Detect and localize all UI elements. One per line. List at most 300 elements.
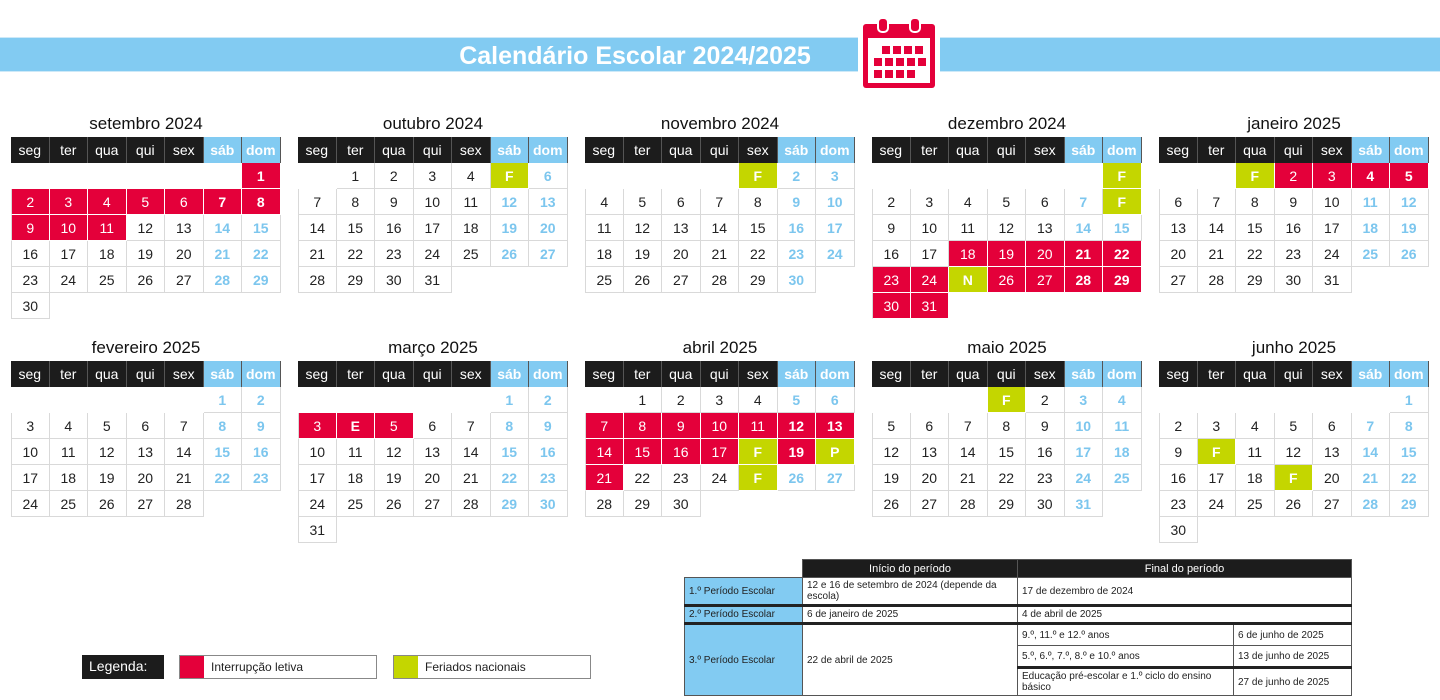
weekday-header: dom bbox=[1390, 137, 1429, 163]
day-cell: 27 bbox=[127, 491, 166, 517]
day-cell: 22 bbox=[242, 241, 281, 267]
month-calendar bbox=[585, 114, 855, 293]
day-cell: 23 bbox=[778, 241, 817, 267]
day-cell: 17 bbox=[911, 241, 950, 267]
weekday-header: qua bbox=[1236, 137, 1275, 163]
day-cell: N bbox=[949, 267, 988, 293]
day-cell: 11 bbox=[949, 215, 988, 241]
day-cell: 13 bbox=[1313, 439, 1352, 465]
day-cell: 15 bbox=[988, 439, 1027, 465]
empty-cell bbox=[1236, 387, 1275, 413]
day-cell: 15 bbox=[491, 439, 530, 465]
day-cell: 11 bbox=[1103, 413, 1142, 439]
day-cell: 8 bbox=[242, 189, 281, 215]
day-cell: 4 bbox=[739, 387, 778, 413]
weekday-header: ter bbox=[911, 361, 950, 387]
day-cell: 2 bbox=[1275, 163, 1314, 189]
day-cell: 25 bbox=[1103, 465, 1142, 491]
day-cell: 25 bbox=[337, 491, 376, 517]
weekday-header: qui bbox=[701, 137, 740, 163]
day-cell: 29 bbox=[491, 491, 530, 517]
day-cell: F bbox=[739, 465, 778, 491]
empty-cell bbox=[452, 387, 491, 413]
empty-cell bbox=[204, 163, 243, 189]
month-calendar bbox=[11, 338, 281, 517]
day-cell: 4 bbox=[88, 189, 127, 215]
day-cell: 28 bbox=[452, 491, 491, 517]
day-cell: 29 bbox=[988, 491, 1027, 517]
day-cell: 8 bbox=[204, 413, 243, 439]
day-cell: 20 bbox=[1026, 241, 1065, 267]
day-cell: 30 bbox=[662, 491, 701, 517]
day-cell: 9 bbox=[375, 189, 414, 215]
day-cell: 14 bbox=[701, 215, 740, 241]
day-cell: 27 bbox=[1159, 267, 1198, 293]
day-cell: 9 bbox=[1275, 189, 1314, 215]
day-cell: 29 bbox=[1236, 267, 1275, 293]
day-cell: 21 bbox=[701, 241, 740, 267]
weekday-header: qui bbox=[701, 361, 740, 387]
day-cell: F bbox=[739, 439, 778, 465]
weekday-header: sex bbox=[452, 361, 491, 387]
weekday-header: sáb bbox=[204, 137, 243, 163]
day-cell: 30 bbox=[1275, 267, 1314, 293]
weekday-header: ter bbox=[1198, 137, 1237, 163]
empty-cell bbox=[949, 163, 988, 189]
day-cell: 3 bbox=[1313, 163, 1352, 189]
weekday-header: sáb bbox=[491, 361, 530, 387]
day-cell: 22 bbox=[491, 465, 530, 491]
empty-cell bbox=[11, 163, 50, 189]
day-cell: 5 bbox=[88, 413, 127, 439]
day-cell: 15 bbox=[337, 215, 376, 241]
day-cell: 3 bbox=[11, 413, 50, 439]
day-cell: 14 bbox=[165, 439, 204, 465]
day-cell: 6 bbox=[1159, 189, 1198, 215]
day-cell: 1 bbox=[337, 163, 376, 189]
day-cell: 25 bbox=[452, 241, 491, 267]
day-cell: 31 bbox=[1065, 491, 1104, 517]
weekday-header: sex bbox=[1313, 137, 1352, 163]
day-cell: 14 bbox=[452, 439, 491, 465]
day-cell: 7 bbox=[1352, 413, 1391, 439]
day-cell: 28 bbox=[949, 491, 988, 517]
day-cell: 1 bbox=[624, 387, 663, 413]
weekday-header: qua bbox=[375, 361, 414, 387]
day-cell: 2 bbox=[1159, 413, 1198, 439]
day-cell: 17 bbox=[701, 439, 740, 465]
weekday-header: qua bbox=[662, 361, 701, 387]
month-title: novembro 2024 bbox=[660, 114, 780, 133]
day-cell: 29 bbox=[1390, 491, 1429, 517]
day-cell: 8 bbox=[739, 189, 778, 215]
day-cell: 8 bbox=[1236, 189, 1275, 215]
day-cell: 19 bbox=[624, 241, 663, 267]
day-cell: F bbox=[1198, 439, 1237, 465]
day-cell: 26 bbox=[375, 491, 414, 517]
day-cell: 16 bbox=[529, 439, 568, 465]
day-cell: F bbox=[491, 163, 530, 189]
day-cell: 14 bbox=[1352, 439, 1391, 465]
empty-cell bbox=[911, 387, 950, 413]
day-cell: 30 bbox=[778, 267, 817, 293]
day-cell: 2 bbox=[375, 163, 414, 189]
day-cell: 10 bbox=[816, 189, 855, 215]
period-3-end: 6 de junho de 2025 bbox=[1234, 624, 1352, 646]
day-cell: 31 bbox=[298, 517, 337, 543]
day-cell: 9 bbox=[1026, 413, 1065, 439]
day-cell: 28 bbox=[701, 267, 740, 293]
empty-cell bbox=[585, 387, 624, 413]
day-cell: 15 bbox=[204, 439, 243, 465]
month-calendar bbox=[1159, 114, 1429, 293]
day-cell: 25 bbox=[1236, 491, 1275, 517]
empty-cell bbox=[1065, 163, 1104, 189]
day-cell: 22 bbox=[1236, 241, 1275, 267]
day-cell: 5 bbox=[375, 413, 414, 439]
day-cell: 16 bbox=[778, 215, 817, 241]
day-cell: 14 bbox=[1198, 215, 1237, 241]
month-title: outubro 2024 bbox=[382, 114, 484, 133]
day-cell: 25 bbox=[585, 267, 624, 293]
weekday-header: ter bbox=[50, 137, 89, 163]
day-cell: F bbox=[1103, 189, 1142, 215]
empty-cell bbox=[1352, 387, 1391, 413]
day-cell: 5 bbox=[872, 413, 911, 439]
empty-cell bbox=[414, 387, 453, 413]
empty-cell bbox=[337, 387, 376, 413]
day-cell: 28 bbox=[204, 267, 243, 293]
day-cell: 1 bbox=[1390, 387, 1429, 413]
day-cell: 31 bbox=[414, 267, 453, 293]
weekday-header: qui bbox=[988, 137, 1027, 163]
day-cell: 22 bbox=[1103, 241, 1142, 267]
empty-cell bbox=[1159, 163, 1198, 189]
day-cell: 8 bbox=[1390, 413, 1429, 439]
month-title: maio 2025 bbox=[967, 338, 1047, 357]
day-cell: 29 bbox=[1103, 267, 1142, 293]
day-cell: 29 bbox=[242, 267, 281, 293]
day-cell: 16 bbox=[1159, 465, 1198, 491]
day-cell: 16 bbox=[375, 215, 414, 241]
weekday-header: sáb bbox=[778, 137, 817, 163]
weekday-header: qui bbox=[988, 361, 1027, 387]
empty-cell bbox=[298, 163, 337, 189]
period-3-label: 3.º Período Escolar bbox=[685, 624, 803, 696]
month-title: abril 2025 bbox=[682, 338, 758, 357]
month-calendar bbox=[1159, 338, 1429, 543]
day-cell: 21 bbox=[204, 241, 243, 267]
day-cell: 24 bbox=[911, 267, 950, 293]
day-cell: 1 bbox=[242, 163, 281, 189]
day-cell: 11 bbox=[452, 189, 491, 215]
weekday-header: ter bbox=[624, 137, 663, 163]
weekday-header: seg bbox=[1159, 361, 1198, 387]
day-cell: 24 bbox=[1313, 241, 1352, 267]
day-cell: 7 bbox=[452, 413, 491, 439]
weekday-header: sex bbox=[1026, 137, 1065, 163]
month-calendar bbox=[298, 114, 568, 293]
day-cell: 10 bbox=[50, 215, 89, 241]
day-cell: 10 bbox=[911, 215, 950, 241]
empty-cell bbox=[11, 387, 50, 413]
day-cell: 13 bbox=[1159, 215, 1198, 241]
empty-cell bbox=[1275, 387, 1314, 413]
weekday-header: seg bbox=[872, 361, 911, 387]
day-cell: 7 bbox=[1065, 189, 1104, 215]
day-cell: 27 bbox=[1313, 491, 1352, 517]
day-cell: 3 bbox=[1065, 387, 1104, 413]
day-cell: 21 bbox=[298, 241, 337, 267]
empty-cell bbox=[911, 163, 950, 189]
day-cell: 4 bbox=[585, 189, 624, 215]
day-cell: 21 bbox=[1198, 241, 1237, 267]
weekday-header: sex bbox=[1313, 361, 1352, 387]
day-cell: 12 bbox=[1390, 189, 1429, 215]
day-cell: 4 bbox=[1236, 413, 1275, 439]
legend-red-label: Interrupção letiva bbox=[211, 660, 304, 674]
day-cell: 6 bbox=[816, 387, 855, 413]
day-cell: 8 bbox=[491, 413, 530, 439]
day-cell: 31 bbox=[911, 293, 950, 319]
day-cell: 11 bbox=[585, 215, 624, 241]
day-cell: 26 bbox=[988, 267, 1027, 293]
empty-cell bbox=[88, 387, 127, 413]
day-cell: 20 bbox=[414, 465, 453, 491]
weekday-header: ter bbox=[1198, 361, 1237, 387]
day-cell: 12 bbox=[988, 215, 1027, 241]
day-cell: 20 bbox=[662, 241, 701, 267]
weekday-header: sáb bbox=[491, 137, 530, 163]
day-cell: 22 bbox=[739, 241, 778, 267]
head-end: Final do período bbox=[1018, 560, 1352, 578]
weekday-header: seg bbox=[298, 137, 337, 163]
head-start: Início do período bbox=[803, 560, 1018, 578]
day-cell: 18 bbox=[452, 215, 491, 241]
weekday-header: sex bbox=[165, 137, 204, 163]
weekday-header: sáb bbox=[1352, 361, 1391, 387]
period-2-label: 2.º Período Escolar bbox=[685, 606, 803, 624]
day-cell: 21 bbox=[165, 465, 204, 491]
day-cell: 12 bbox=[1275, 439, 1314, 465]
day-cell: 11 bbox=[739, 413, 778, 439]
day-cell: 3 bbox=[816, 163, 855, 189]
day-cell: 19 bbox=[988, 241, 1027, 267]
month-calendar bbox=[585, 338, 855, 517]
day-cell: 4 bbox=[50, 413, 89, 439]
day-cell: F bbox=[739, 163, 778, 189]
day-cell: 7 bbox=[949, 413, 988, 439]
page-title: Calendário Escolar 2024/2025 bbox=[459, 42, 811, 70]
month-title: janeiro 2025 bbox=[1247, 114, 1341, 133]
day-cell: 23 bbox=[1275, 241, 1314, 267]
day-cell: 27 bbox=[414, 491, 453, 517]
day-cell: 23 bbox=[375, 241, 414, 267]
day-cell: 5 bbox=[1390, 163, 1429, 189]
day-cell: 10 bbox=[298, 439, 337, 465]
day-cell: 27 bbox=[911, 491, 950, 517]
day-cell: 13 bbox=[816, 413, 855, 439]
day-cell: 26 bbox=[1390, 241, 1429, 267]
day-cell: 26 bbox=[624, 267, 663, 293]
day-cell: 31 bbox=[1313, 267, 1352, 293]
weekday-header: qua bbox=[949, 137, 988, 163]
weekday-header: seg bbox=[298, 361, 337, 387]
period-2-start: 6 de janeiro de 2025 bbox=[803, 606, 1018, 624]
day-cell: 15 bbox=[1103, 215, 1142, 241]
day-cell: 3 bbox=[50, 189, 89, 215]
day-cell: 22 bbox=[1390, 465, 1429, 491]
month-title: março 2025 bbox=[388, 338, 478, 357]
day-cell: 2 bbox=[662, 387, 701, 413]
day-cell: 19 bbox=[127, 241, 166, 267]
day-cell: 17 bbox=[11, 465, 50, 491]
day-cell: 13 bbox=[165, 215, 204, 241]
weekday-header: sex bbox=[452, 137, 491, 163]
day-cell: 19 bbox=[88, 465, 127, 491]
day-cell: 10 bbox=[1313, 189, 1352, 215]
day-cell: 13 bbox=[127, 439, 166, 465]
day-cell: 6 bbox=[127, 413, 166, 439]
day-cell: 9 bbox=[11, 215, 50, 241]
day-cell: 24 bbox=[11, 491, 50, 517]
day-cell: 5 bbox=[778, 387, 817, 413]
day-cell: 2 bbox=[529, 387, 568, 413]
empty-cell bbox=[1026, 163, 1065, 189]
day-cell: 18 bbox=[88, 241, 127, 267]
empty-cell bbox=[127, 163, 166, 189]
weekday-header: dom bbox=[529, 361, 568, 387]
weekday-header: ter bbox=[624, 361, 663, 387]
day-cell: 23 bbox=[872, 267, 911, 293]
day-cell: 26 bbox=[88, 491, 127, 517]
weekday-header: sáb bbox=[1352, 137, 1391, 163]
day-cell: 17 bbox=[50, 241, 89, 267]
period-1-start: 12 e 16 de setembro de 2024 (depende da escola) bbox=[803, 578, 1018, 606]
weekday-header: qua bbox=[662, 137, 701, 163]
weekday-header: sex bbox=[739, 361, 778, 387]
weekday-header: qui bbox=[127, 137, 166, 163]
day-cell: 7 bbox=[298, 189, 337, 215]
day-cell: 27 bbox=[529, 241, 568, 267]
day-cell: 17 bbox=[414, 215, 453, 241]
day-cell: 12 bbox=[778, 413, 817, 439]
weekday-header: dom bbox=[1103, 137, 1142, 163]
month-calendar bbox=[11, 114, 281, 319]
day-cell: 3 bbox=[298, 413, 337, 439]
day-cell: P bbox=[816, 439, 855, 465]
day-cell: 5 bbox=[988, 189, 1027, 215]
day-cell: 13 bbox=[662, 215, 701, 241]
day-cell: 11 bbox=[1352, 189, 1391, 215]
day-cell: 9 bbox=[529, 413, 568, 439]
period-3-group: 9.º, 11.º e 12.º anos bbox=[1018, 624, 1234, 646]
empty-cell bbox=[165, 387, 204, 413]
day-cell: 16 bbox=[1026, 439, 1065, 465]
day-cell: 11 bbox=[337, 439, 376, 465]
weekday-header: ter bbox=[337, 361, 376, 387]
period-3-group: 5.º, 6.º, 7.º, 8.º e 10.º anos bbox=[1018, 646, 1234, 668]
weekday-header: seg bbox=[585, 137, 624, 163]
weekday-header: qua bbox=[1236, 361, 1275, 387]
day-cell: 7 bbox=[585, 413, 624, 439]
month-title: junho 2025 bbox=[1251, 338, 1337, 357]
day-cell: 18 bbox=[949, 241, 988, 267]
period-2-end: 4 de abril de 2025 bbox=[1018, 606, 1352, 624]
empty-cell bbox=[298, 387, 337, 413]
period-1-label: 1.º Período Escolar bbox=[685, 578, 803, 606]
day-cell: 26 bbox=[127, 267, 166, 293]
day-cell: 6 bbox=[662, 189, 701, 215]
weekday-header: sáb bbox=[1065, 361, 1104, 387]
weekday-header: qui bbox=[1275, 361, 1314, 387]
empty-cell bbox=[949, 387, 988, 413]
day-cell: 4 bbox=[452, 163, 491, 189]
day-cell: F bbox=[1103, 163, 1142, 189]
day-cell: 29 bbox=[337, 267, 376, 293]
day-cell: 24 bbox=[1065, 465, 1104, 491]
day-cell: 16 bbox=[11, 241, 50, 267]
weekday-header: qui bbox=[414, 361, 453, 387]
day-cell: 30 bbox=[872, 293, 911, 319]
day-cell: 10 bbox=[11, 439, 50, 465]
day-cell: 19 bbox=[375, 465, 414, 491]
period-1-end: 17 de dezembro de 2024 bbox=[1018, 578, 1352, 606]
empty-cell bbox=[1198, 387, 1237, 413]
empty-cell bbox=[662, 163, 701, 189]
day-cell: 23 bbox=[11, 267, 50, 293]
weekday-header: sáb bbox=[1065, 137, 1104, 163]
weekday-header: dom bbox=[529, 137, 568, 163]
day-cell: 19 bbox=[491, 215, 530, 241]
day-cell: 12 bbox=[88, 439, 127, 465]
day-cell: 27 bbox=[1026, 267, 1065, 293]
month-calendar bbox=[872, 338, 1142, 517]
day-cell: 26 bbox=[872, 491, 911, 517]
day-cell: 5 bbox=[1275, 413, 1314, 439]
month-title: setembro 2024 bbox=[89, 114, 203, 133]
day-cell: 20 bbox=[1313, 465, 1352, 491]
day-cell: 7 bbox=[701, 189, 740, 215]
day-cell: E bbox=[337, 413, 376, 439]
weekday-header: qua bbox=[949, 361, 988, 387]
legend-interruption bbox=[179, 655, 377, 679]
day-cell: 23 bbox=[529, 465, 568, 491]
day-cell: 16 bbox=[872, 241, 911, 267]
day-cell: 22 bbox=[624, 465, 663, 491]
day-cell: 23 bbox=[1159, 491, 1198, 517]
weekday-header: dom bbox=[1103, 361, 1142, 387]
day-cell: 15 bbox=[242, 215, 281, 241]
weekday-header: dom bbox=[816, 361, 855, 387]
day-cell: 20 bbox=[1159, 241, 1198, 267]
day-cell: 21 bbox=[1065, 241, 1104, 267]
day-cell: 6 bbox=[414, 413, 453, 439]
day-cell: 30 bbox=[529, 491, 568, 517]
day-cell: 9 bbox=[1159, 439, 1198, 465]
month-calendar bbox=[872, 114, 1142, 319]
day-cell: 16 bbox=[242, 439, 281, 465]
day-cell: 20 bbox=[911, 465, 950, 491]
day-cell: 7 bbox=[1198, 189, 1237, 215]
empty-cell bbox=[701, 163, 740, 189]
weekday-header: sáb bbox=[204, 361, 243, 387]
day-cell: 5 bbox=[624, 189, 663, 215]
day-cell: 27 bbox=[816, 465, 855, 491]
day-cell: 30 bbox=[11, 293, 50, 319]
day-cell: 23 bbox=[242, 465, 281, 491]
day-cell: 18 bbox=[337, 465, 376, 491]
